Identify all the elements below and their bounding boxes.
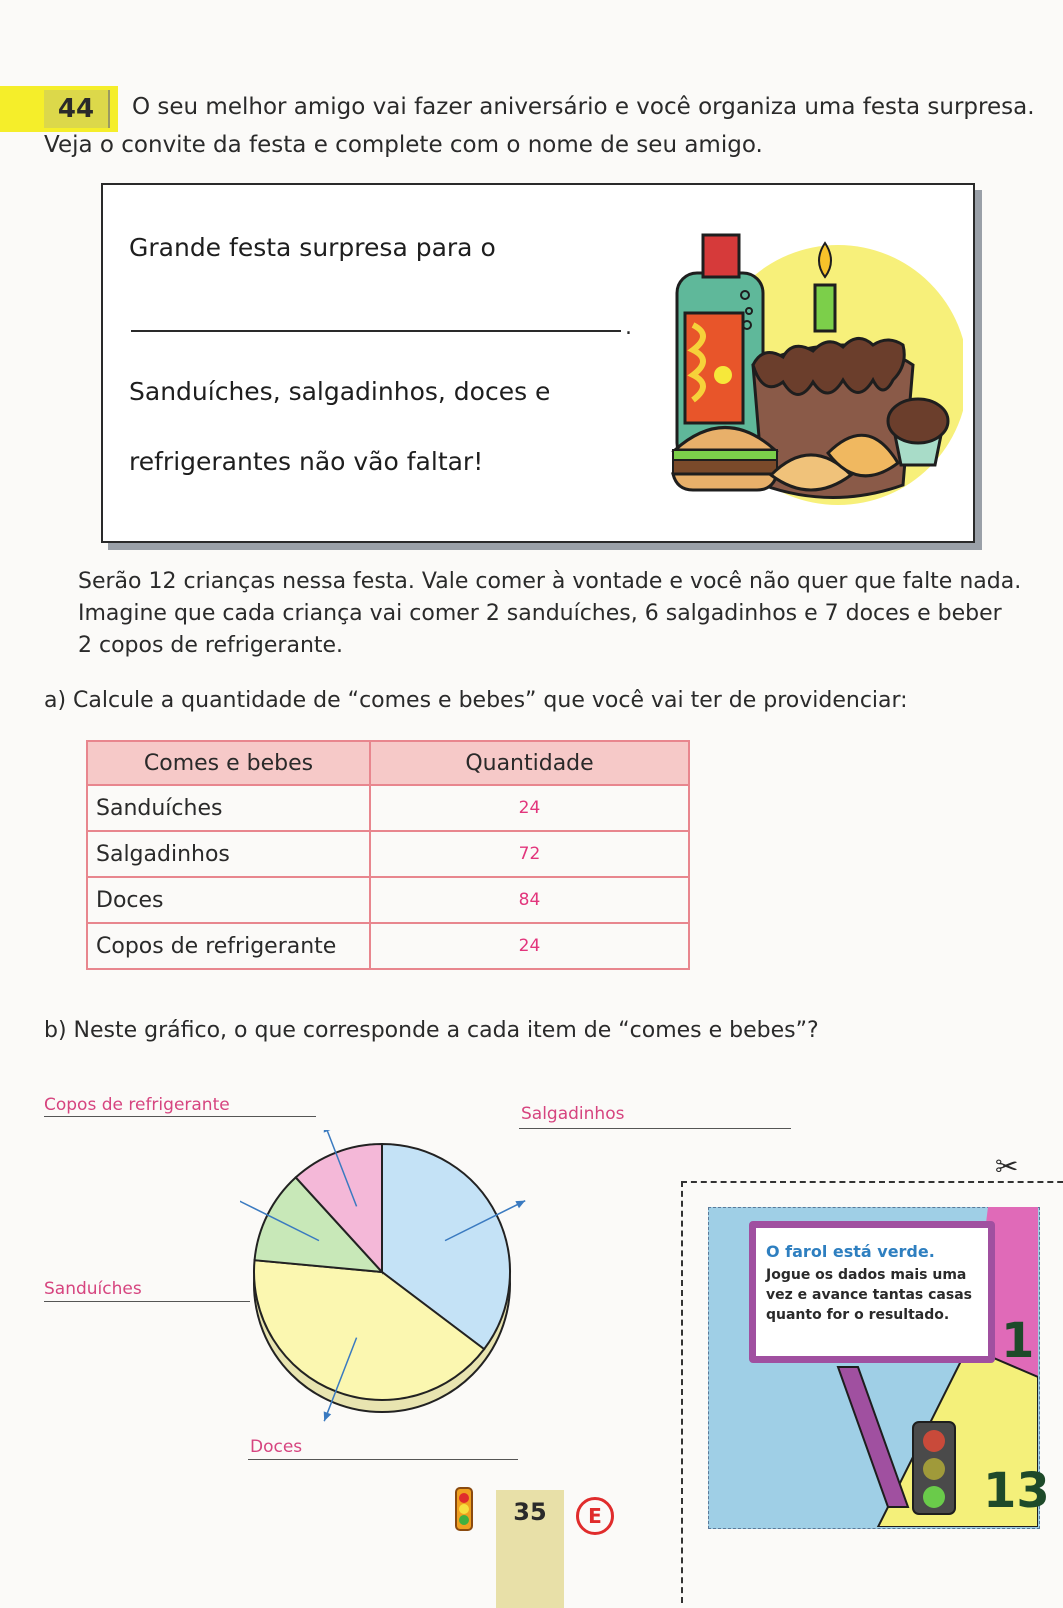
card-instruction-box <box>749 1221 995 1363</box>
friend-name-blank[interactable] <box>131 330 621 332</box>
card-line1: Jogue os dados mais uma <box>766 1267 967 1283</box>
row-item: Doces <box>87 877 370 923</box>
game-card-cutout <box>681 1181 1063 1603</box>
table-row <box>87 923 689 969</box>
row-quantity[interactable]: 24 <box>370 785 689 831</box>
row-item: Sanduíches <box>87 785 370 831</box>
party-food-illustration <box>663 225 963 515</box>
answer-line-copos[interactable] <box>44 1116 316 1117</box>
label-sanduiches: Sanduíches <box>44 1279 142 1299</box>
answer-line-sanduiches[interactable] <box>44 1301 250 1302</box>
card-line3: quanto for o resultado. <box>766 1307 950 1323</box>
table-row <box>87 831 689 877</box>
part-b-prompt: b) Neste gráfico, o que corresponde a cada item de “comes e bebes”? <box>44 1018 819 1043</box>
question-text-line2: Veja o convite da festa e complete com o nome de seu amigo. <box>44 132 763 158</box>
problem-text-line2: Imagine que cada criança vai comer 2 sanduíches, 6 salgadinhos e 7 doces e beber <box>78 601 1002 626</box>
card-line2: vez e avance tantas casas <box>766 1287 972 1303</box>
pie-arrowhead-1 <box>324 1411 331 1421</box>
answer-line-doces[interactable] <box>248 1459 518 1460</box>
blank-period: . <box>625 315 632 340</box>
invite-line3: refrigerantes não vão faltar! <box>129 447 484 476</box>
edition-mark: E <box>576 1497 614 1535</box>
card-title: O farol está verde. <box>766 1242 935 1261</box>
row-item: Salgadinhos <box>87 831 370 877</box>
question-number: 44 <box>44 90 110 128</box>
invitation-card <box>101 183 975 543</box>
question-text-line1: O seu melhor amigo vai fazer aniversário e você organiza uma festa surpresa. <box>132 94 1035 120</box>
pie-chart <box>240 1130 530 1430</box>
invite-line2: Sanduíches, salgadinhos, doces e <box>129 377 551 406</box>
header-quantity: Quantidade <box>370 741 689 785</box>
label-copos: Copos de refrigerante <box>44 1095 230 1115</box>
traffic-light-icon <box>452 1486 476 1534</box>
problem-text-line3: 2 copos de refrigerante. <box>78 633 344 658</box>
card-number-bottom: 13 <box>983 1463 1050 1519</box>
row-quantity[interactable]: 84 <box>370 877 689 923</box>
table-row <box>87 877 689 923</box>
card-number-top: 1 <box>1001 1313 1035 1369</box>
answer-line-salgadinhos[interactable] <box>519 1128 791 1129</box>
row-quantity[interactable]: 72 <box>370 831 689 877</box>
row-quantity[interactable]: 24 <box>370 923 689 969</box>
table-row <box>87 785 689 831</box>
problem-text-line1: Serão 12 crianças nessa festa. Vale comer à vontade e você não quer que falte nada. <box>78 569 1022 594</box>
header-items: Comes e bebes <box>87 741 370 785</box>
row-item: Copos de refrigerante <box>87 923 370 969</box>
invite-line1: Grande festa surpresa para o <box>129 233 496 262</box>
page-number: 35 <box>496 1490 564 1608</box>
quantities-table <box>86 740 690 970</box>
scissors-icon: ✂ <box>995 1150 1019 1183</box>
table-header-row <box>87 741 689 785</box>
label-salgadinhos: Salgadinhos <box>521 1104 625 1124</box>
label-doces: Doces <box>250 1437 303 1457</box>
part-a-prompt: a) Calcule a quantidade de “comes e bebes” que você vai ter de providenciar: <box>44 688 908 713</box>
